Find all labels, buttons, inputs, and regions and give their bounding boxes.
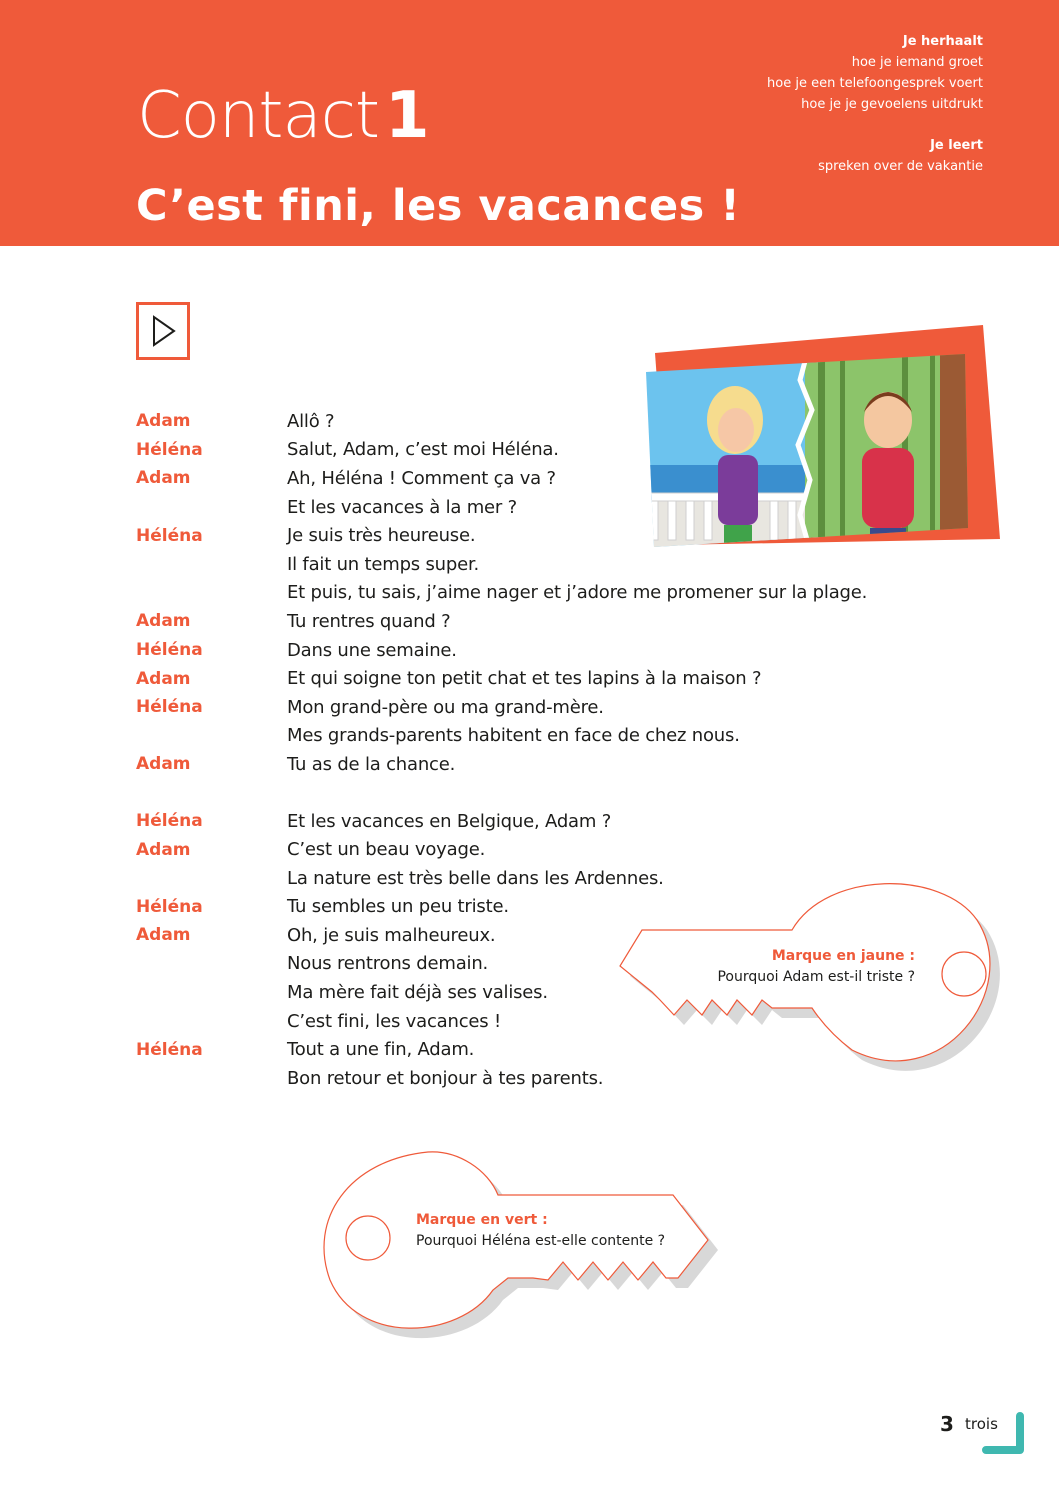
- line-text: Je suis très heureuse.: [287, 525, 476, 547]
- line-text: Oh, je suis malheureux.: [287, 924, 496, 946]
- line-text: Tu sembles un peu triste.: [287, 896, 509, 918]
- dialogue-line: [136, 750, 867, 779]
- line-text: Dans une semaine.: [287, 639, 457, 661]
- chapter-header: [0, 0, 1059, 246]
- page-number-word: trois: [965, 1415, 998, 1433]
- line-text: Tu rentres quand ?: [287, 610, 451, 632]
- yellow-task-question: Pourquoi Adam est-il triste ?: [717, 969, 915, 985]
- dialogue-line: [136, 693, 867, 722]
- line-text: Et les vacances à la mer ?: [287, 496, 518, 518]
- repeat-item: hoe je iemand groet: [851, 55, 983, 70]
- green-task-question: Pourquoi Héléna est-elle contente ?: [416, 1233, 666, 1249]
- dialogue-line: [136, 664, 867, 693]
- speaker-name: Adam: [136, 839, 191, 860]
- speaker-name: Adam: [136, 611, 191, 632]
- line-text: Mes grands-parents habitent en face de chez nous.: [287, 725, 740, 747]
- dialogue-line: [136, 636, 867, 665]
- line-text: Bon retour et bonjour à tes parents.: [287, 1067, 604, 1089]
- corner-mark-icon: [980, 1410, 1030, 1460]
- repeat-heading: Je herhaalt: [902, 34, 983, 49]
- line-text: C’est fini, les vacances !: [287, 1010, 501, 1032]
- dialogue-line: [136, 436, 867, 465]
- learn-item: spreken over de vakantie: [818, 159, 983, 174]
- learn-heading: Je leert: [930, 138, 983, 153]
- play-video-button[interactable]: [136, 302, 190, 360]
- line-text: Salut, Adam, c’est moi Héléna.: [287, 439, 559, 461]
- dialogue-line: [136, 550, 867, 579]
- speaker-name: Adam: [136, 668, 191, 689]
- line-text: Tu as de la chance.: [287, 753, 456, 775]
- line-text: Il fait un temps super.: [287, 553, 480, 575]
- line-text: Allô ?: [287, 410, 335, 432]
- speaker-name: Héléna: [136, 1039, 203, 1060]
- line-text: Mon grand-père ou ma grand-mère.: [287, 696, 604, 718]
- line-text: Et puis, tu sais, j’aime nager et j’adore me promener sur la plage.: [287, 582, 868, 604]
- dialogue-gap: [136, 779, 867, 807]
- line-text: Tout a une fin, Adam.: [287, 1039, 475, 1061]
- dialogue-line: [136, 493, 867, 522]
- line-text: C’est un beau voyage.: [287, 839, 486, 861]
- speaker-name: Héléna: [136, 896, 203, 917]
- speaker-name: Adam: [136, 468, 191, 489]
- yellow-task: [700, 946, 915, 988]
- dialogue-line: [136, 579, 867, 608]
- line-text: Et qui soigne ton petit chat et tes lapins à la maison ?: [287, 668, 762, 690]
- speaker-name: Héléna: [136, 525, 203, 546]
- speaker-name: Adam: [136, 411, 191, 432]
- speaker-name: Héléna: [136, 640, 203, 661]
- page-title: C’est fini, les vacances !: [136, 181, 741, 231]
- dialogue-line: [136, 464, 867, 493]
- speaker-name: Héléna: [136, 697, 203, 718]
- yellow-task-heading: Marque en jaune :: [771, 948, 915, 964]
- line-text: La nature est très belle dans les Ardennes.: [287, 867, 664, 889]
- speaker-name: Héléna: [136, 811, 203, 832]
- chapter-label: [137, 76, 429, 156]
- page-number: 3: [940, 1412, 954, 1436]
- contact-word: Contact: [137, 79, 379, 153]
- dialogue-line: [136, 407, 867, 436]
- dialogue-line: [136, 722, 867, 751]
- play-icon: [139, 305, 187, 357]
- dialogue-line: [136, 835, 867, 864]
- repeat-item: hoe je je gevoelens uitdrukt: [801, 97, 983, 112]
- speaker-name: Héléna: [136, 439, 203, 460]
- repeat-item: hoe je een telefoongesprek voert: [767, 76, 983, 91]
- dialogue-line: [136, 521, 867, 550]
- green-task: [416, 1210, 665, 1252]
- green-task-heading: Marque en vert :: [416, 1212, 548, 1228]
- learning-goals: [767, 31, 983, 177]
- chapter-number: 1: [385, 79, 429, 153]
- dialogue-line: [136, 607, 867, 636]
- line-text: Nous rentrons demain.: [287, 953, 489, 975]
- speaker-name: Adam: [136, 925, 191, 946]
- line-text: Ma mère fait déjà ses valises.: [287, 982, 548, 1004]
- dialogue-line: [136, 807, 867, 836]
- speaker-name: Adam: [136, 754, 191, 775]
- line-text: Et les vacances en Belgique, Adam ?: [287, 810, 612, 832]
- line-text: Ah, Héléna ! Comment ça va ?: [287, 467, 556, 489]
